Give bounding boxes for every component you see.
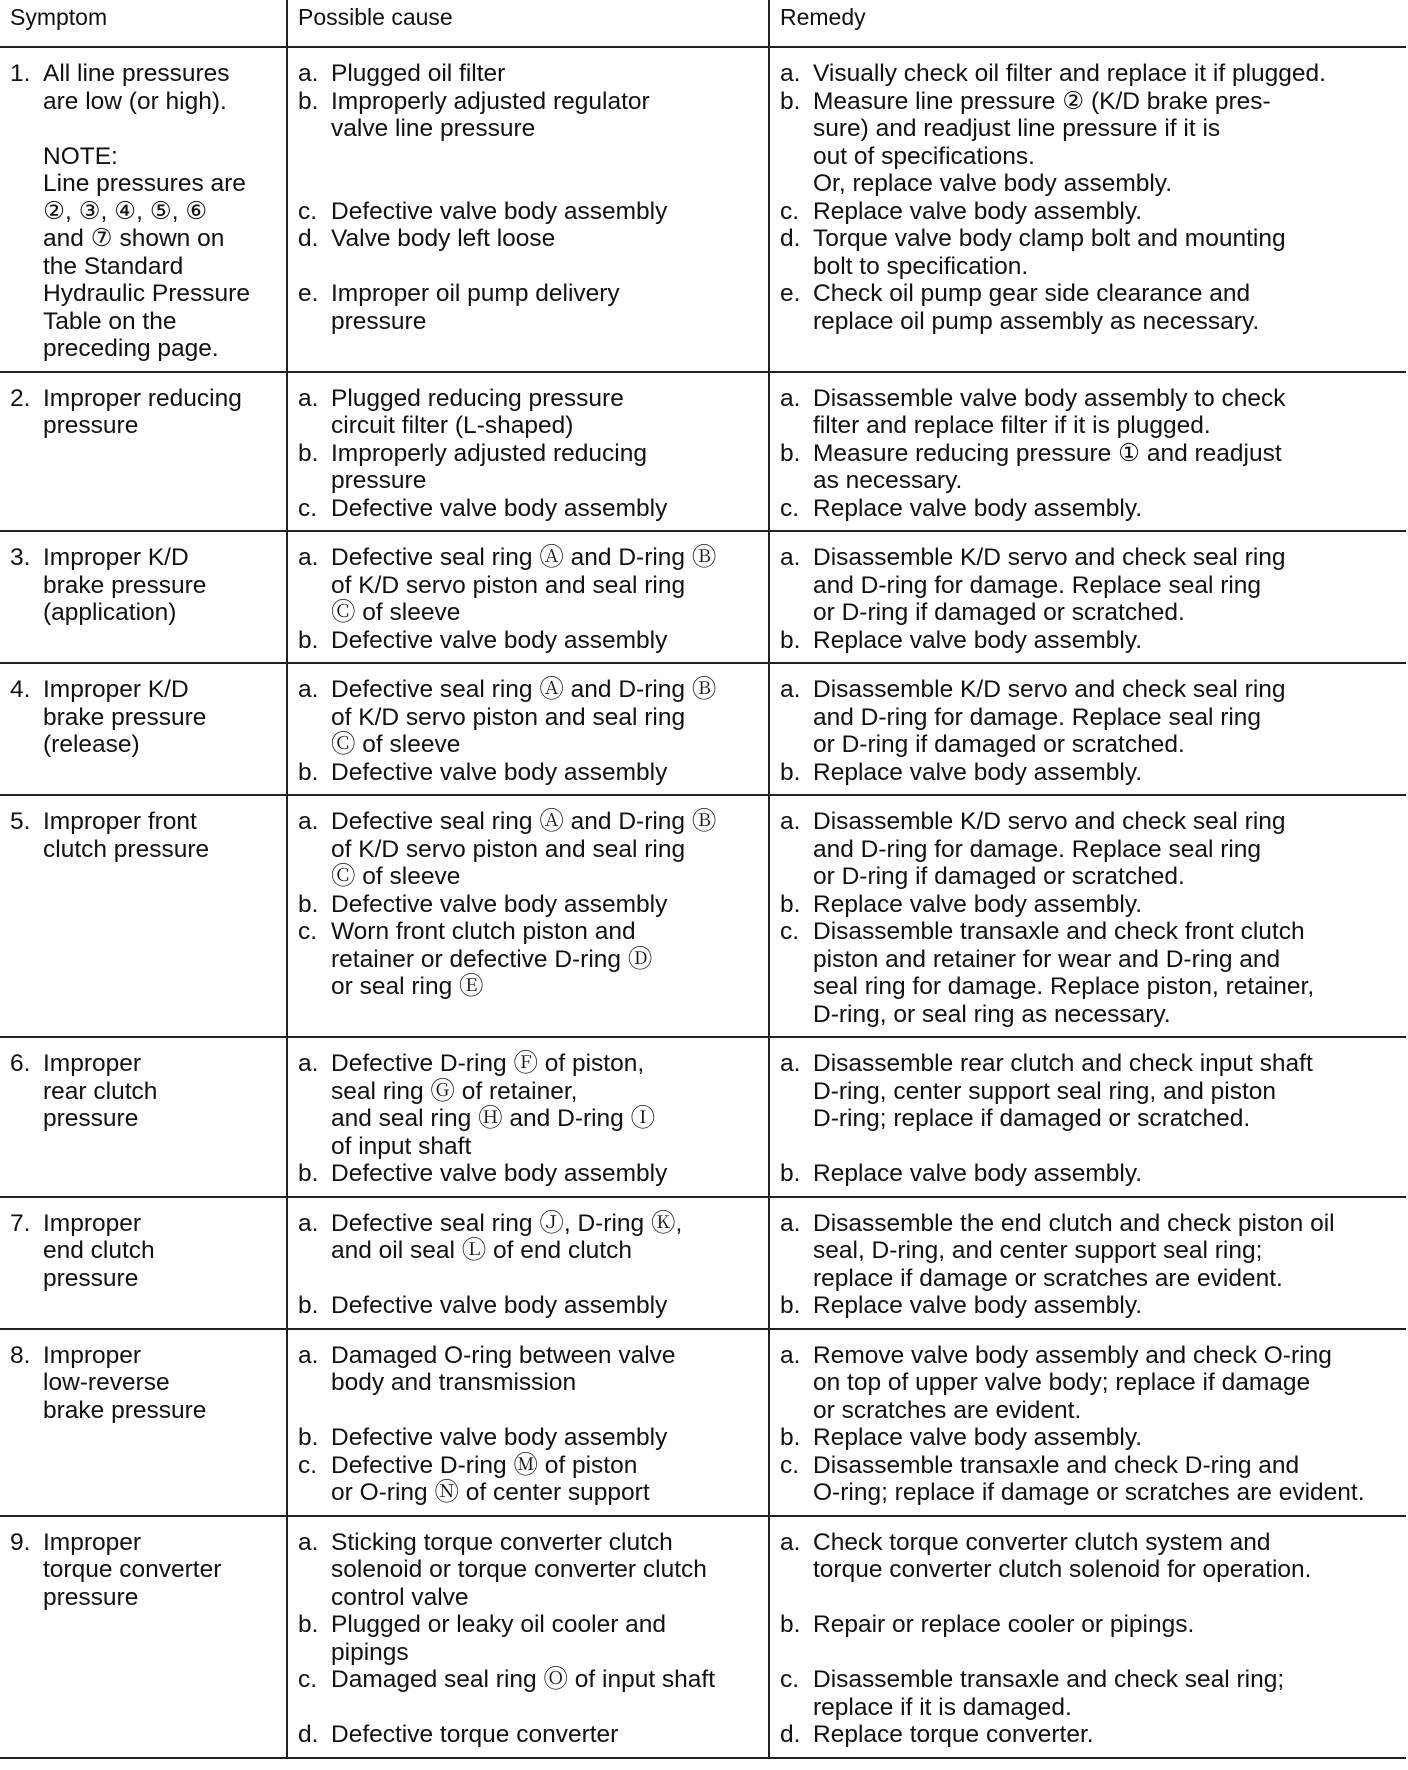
symptom-cell bbox=[0, 795, 287, 1037]
cause-label: b. bbox=[298, 1292, 319, 1319]
cause-text: Defective valve body assembly bbox=[331, 758, 668, 786]
symptom-text: Improper reducing pressure bbox=[43, 384, 242, 439]
remedy-text: Check torque converter clutch system and torque converter clutch solenoid for operation. bbox=[813, 1528, 1312, 1583]
cause-text: Defective seal ring Ⓙ, D-ring Ⓚ, and oil seal Ⓛ of end clutch bbox=[331, 1209, 683, 1264]
remedy-text: Disassemble K/D servo and check seal ring and D-ring for damage. Replace seal ring or D-ring if damaged or scratched. bbox=[813, 808, 1286, 890]
cause-item bbox=[298, 891, 760, 919]
remedy-text: Visually check oil filter and replace it if plugged. bbox=[813, 60, 1326, 87]
symptom-item bbox=[10, 808, 278, 863]
remedy-text: Disassemble rear clutch and check input shaft D-ring, center support seal ring, and piston D-ring; replace if damaged or scratched. bbox=[813, 1050, 1313, 1132]
remedy-label: c. bbox=[780, 197, 800, 225]
symptom-item bbox=[10, 60, 278, 363]
symptom-item bbox=[10, 676, 278, 759]
remedy-label: b. bbox=[780, 626, 801, 654]
cause-label: c. bbox=[298, 918, 318, 945]
remedy-item bbox=[780, 1666, 1398, 1721]
remedy-label: a. bbox=[780, 60, 801, 87]
spacer bbox=[298, 253, 760, 281]
cause-text: Plugged oil filter bbox=[331, 60, 506, 87]
remedy-label: e. bbox=[780, 280, 801, 307]
table-row bbox=[0, 1197, 1406, 1329]
symptom-item bbox=[10, 544, 278, 627]
cause-text: Defective valve body assembly bbox=[331, 1424, 668, 1451]
symptom-text: Improper rear clutch pressure bbox=[43, 1050, 158, 1132]
cause-text: Defective torque converter bbox=[331, 1721, 619, 1748]
cause-item bbox=[298, 198, 760, 226]
cause-cell bbox=[287, 1197, 769, 1329]
symptom-item bbox=[10, 1050, 278, 1133]
remedy-item bbox=[780, 1611, 1398, 1639]
table-row bbox=[0, 1329, 1406, 1516]
remedy-label: c. bbox=[780, 1451, 800, 1479]
column-header-remedy: Remedy bbox=[769, 0, 1406, 47]
remedy-label: a. bbox=[780, 1528, 801, 1556]
cause-text: Defective valve body assembly bbox=[331, 626, 668, 654]
remedy-text: Torque valve body clamp bolt and mounting bolt to specification. bbox=[813, 225, 1286, 280]
symptom-number: 7. bbox=[10, 1209, 31, 1237]
cause-cell bbox=[287, 1037, 769, 1197]
remedy-label: a. bbox=[780, 808, 801, 835]
table-row bbox=[0, 663, 1406, 795]
cause-item bbox=[298, 1666, 760, 1694]
cause-label: a. bbox=[298, 676, 319, 703]
symptom-text: Improper torque converter pressure bbox=[43, 1528, 222, 1611]
remedy-label: a. bbox=[780, 1341, 801, 1369]
cause-text: Improperly adjusted reducing pressure bbox=[331, 439, 647, 494]
cause-label: b. bbox=[298, 87, 319, 115]
symptom-cell bbox=[0, 47, 287, 372]
cause-item bbox=[298, 808, 760, 891]
spacer bbox=[780, 1584, 1398, 1612]
remedy-item bbox=[780, 1160, 1398, 1188]
cause-label: a. bbox=[298, 60, 319, 87]
symptom-item bbox=[10, 1342, 278, 1425]
remedy-item bbox=[780, 544, 1398, 627]
cause-label: b. bbox=[298, 1424, 319, 1451]
cause-label: a. bbox=[298, 1528, 319, 1556]
cause-cell bbox=[287, 372, 769, 532]
symptom-cell bbox=[0, 1037, 287, 1197]
cause-text: Defective D-ring Ⓜ of piston or O-ring Ⓝ of center support bbox=[331, 1451, 650, 1506]
cause-label: a. bbox=[298, 384, 319, 412]
cause-text: Plugged or leaky oil cooler and pipings bbox=[331, 1611, 667, 1666]
cause-cell bbox=[287, 1516, 769, 1758]
cause-item bbox=[298, 1452, 760, 1507]
remedy-text: Disassemble K/D servo and check seal ring and D-ring for damage. Replace seal ring or D-ring if damaged or scratched. bbox=[813, 544, 1286, 626]
remedy-label: a. bbox=[780, 384, 801, 412]
remedy-cell bbox=[769, 47, 1406, 372]
symptom-text: All line pressures are low (or high). NOTE: Line pressures are ②, ③, ④, ⑤, ⑥ and ⑦ shown on the Standard Hydraulic Pressure Table on the preceding page. bbox=[43, 60, 250, 362]
cause-text: Defective valve body assembly bbox=[331, 494, 668, 522]
remedy-label: a. bbox=[780, 1209, 801, 1237]
remedy-text: Measure line pressure ② (K/D brake pres- sure) and readjust line pressure if it is out of specifications. Or, replace valve body assembly. bbox=[813, 87, 1271, 197]
remedy-text: Replace valve body assembly. bbox=[813, 1160, 1143, 1187]
column-header-cause: Possible cause bbox=[287, 0, 769, 47]
remedy-item bbox=[780, 88, 1398, 198]
remedy-item bbox=[780, 225, 1398, 280]
remedy-cell bbox=[769, 531, 1406, 663]
remedy-item bbox=[780, 1342, 1398, 1425]
cause-item bbox=[298, 1292, 760, 1320]
symptom-number: 6. bbox=[10, 1050, 31, 1077]
remedy-cell bbox=[769, 795, 1406, 1037]
remedy-text: Remove valve body assembly and check O-ring on top of upper valve body; replace if damage or scratches are evident. bbox=[813, 1341, 1332, 1424]
cause-item bbox=[298, 544, 760, 627]
remedy-label: b. bbox=[780, 758, 801, 786]
remedy-cell bbox=[769, 1329, 1406, 1516]
remedy-label: b. bbox=[780, 87, 801, 115]
remedy-item bbox=[780, 891, 1398, 919]
table-row bbox=[0, 795, 1406, 1037]
cause-item bbox=[298, 759, 760, 787]
symptom-text: Improper low-reverse brake pressure bbox=[43, 1341, 207, 1424]
remedy-cell bbox=[769, 663, 1406, 795]
remedy-label: b. bbox=[780, 1611, 801, 1638]
cause-text: Plugged reducing pressure circuit filter (L-shaped) bbox=[331, 384, 624, 439]
remedy-text: Measure reducing pressure ① and readjust as necessary. bbox=[813, 439, 1282, 494]
remedy-item bbox=[780, 759, 1398, 787]
symptom-text: Improper front clutch pressure bbox=[43, 808, 210, 863]
spacer bbox=[298, 1265, 760, 1293]
symptom-number: 4. bbox=[10, 676, 31, 703]
cause-text: Defective D-ring Ⓕ of piston, seal ring Ⓖ of retainer, and seal ring Ⓗ and D-ring Ⓘ of input shaft bbox=[331, 1050, 656, 1160]
table-row bbox=[0, 47, 1406, 372]
remedy-item bbox=[780, 495, 1398, 523]
remedy-text: Replace valve body assembly. bbox=[813, 890, 1143, 918]
remedy-label: d. bbox=[780, 225, 801, 252]
remedy-label: c. bbox=[780, 1666, 800, 1693]
cause-label: a. bbox=[298, 1209, 319, 1237]
cause-item bbox=[298, 1529, 760, 1612]
remedy-text: Replace torque converter. bbox=[813, 1721, 1094, 1748]
symptom-text: Improper K/D brake pressure (application) bbox=[43, 544, 207, 626]
symptom-number: 3. bbox=[10, 544, 31, 571]
cause-label: a. bbox=[298, 1341, 319, 1369]
symptom-text: Improper end clutch pressure bbox=[43, 1209, 155, 1292]
remedy-cell bbox=[769, 372, 1406, 532]
symptom-cell bbox=[0, 1197, 287, 1329]
remedy-label: d. bbox=[780, 1721, 801, 1748]
spacer bbox=[780, 1133, 1398, 1161]
remedy-text: Disassemble transaxle and check seal ring; replace if it is damaged. bbox=[813, 1666, 1285, 1721]
cause-label: c. bbox=[298, 1451, 318, 1479]
cause-label: b. bbox=[298, 1160, 319, 1187]
symptom-number: 2. bbox=[10, 384, 31, 412]
symptom-cell bbox=[0, 663, 287, 795]
symptom-cell bbox=[0, 372, 287, 532]
remedy-item bbox=[780, 280, 1398, 335]
remedy-text: Replace valve body assembly. bbox=[813, 758, 1143, 786]
symptom-number: 8. bbox=[10, 1341, 31, 1369]
cause-label: a. bbox=[298, 808, 319, 835]
cause-item bbox=[298, 1424, 760, 1452]
cause-item bbox=[298, 627, 760, 655]
remedy-item bbox=[780, 627, 1398, 655]
cause-item bbox=[298, 1210, 760, 1265]
spacer bbox=[298, 1397, 760, 1425]
remedy-item bbox=[780, 676, 1398, 759]
remedy-item bbox=[780, 440, 1398, 495]
remedy-text: Replace valve body assembly. bbox=[813, 1292, 1143, 1319]
remedy-item bbox=[780, 1292, 1398, 1320]
table-body bbox=[0, 47, 1406, 1758]
remedy-item bbox=[780, 385, 1398, 440]
cause-item bbox=[298, 88, 760, 143]
remedy-item bbox=[780, 1050, 1398, 1133]
cause-item bbox=[298, 1050, 760, 1160]
cause-label: a. bbox=[298, 544, 319, 571]
cause-label: b. bbox=[298, 626, 319, 654]
remedy-text: Disassemble transaxle and check front clutch piston and retainer for wear and D-ring and seal ring for damage. Replace piston, retainer, D-ring, or seal ring as necessary. bbox=[813, 918, 1315, 1028]
table-row bbox=[0, 531, 1406, 663]
remedy-text: Disassemble valve body assembly to check filter and replace filter if it is plugged. bbox=[813, 384, 1286, 439]
cause-item bbox=[298, 676, 760, 759]
cause-item bbox=[298, 1342, 760, 1397]
symptom-text: Improper K/D brake pressure (release) bbox=[43, 676, 207, 758]
remedy-item bbox=[780, 1424, 1398, 1452]
cause-text: Defective seal ring Ⓐ and D-ring Ⓑ of K/D servo piston and seal ring Ⓒ of sleeve bbox=[331, 544, 717, 626]
remedy-item bbox=[780, 60, 1398, 88]
remedy-text: Disassemble the end clutch and check piston oil seal, D-ring, and center support seal ring; replace if damage or scratches are evident. bbox=[813, 1209, 1335, 1292]
remedy-label: a. bbox=[780, 1050, 801, 1077]
cause-text: Damaged seal ring Ⓞ of input shaft bbox=[331, 1666, 716, 1693]
cause-label: b. bbox=[298, 890, 319, 918]
remedy-item bbox=[780, 1721, 1398, 1749]
remedy-label: a. bbox=[780, 676, 801, 703]
cause-label: d. bbox=[298, 225, 319, 252]
cause-label: b. bbox=[298, 1611, 319, 1638]
cause-label: b. bbox=[298, 758, 319, 786]
cause-item bbox=[298, 918, 760, 1001]
table-row bbox=[0, 1516, 1406, 1758]
cause-text: Valve body left loose bbox=[331, 225, 556, 252]
cause-text: Defective valve body assembly bbox=[331, 890, 668, 918]
cause-item bbox=[298, 440, 760, 495]
remedy-label: c. bbox=[780, 494, 800, 522]
symptom-cell bbox=[0, 531, 287, 663]
symptom-item bbox=[10, 1210, 278, 1293]
remedy-cell bbox=[769, 1516, 1406, 1758]
cause-item bbox=[298, 1160, 760, 1188]
remedy-label: c. bbox=[780, 918, 800, 945]
cause-cell bbox=[287, 531, 769, 663]
header-row bbox=[0, 0, 1406, 47]
cause-item bbox=[298, 495, 760, 523]
cause-text: Sticking torque converter clutch solenoid or torque converter clutch control valve bbox=[331, 1528, 707, 1611]
remedy-text: Disassemble K/D servo and check seal ring and D-ring for damage. Replace seal ring or D-ring if damaged or scratched. bbox=[813, 676, 1286, 758]
remedy-text: Replace valve body assembly. bbox=[813, 197, 1143, 225]
remedy-text: Replace valve body assembly. bbox=[813, 494, 1143, 522]
cause-cell bbox=[287, 1329, 769, 1516]
remedy-label: b. bbox=[780, 1424, 801, 1451]
spacer bbox=[298, 143, 760, 198]
cause-text: Defective valve body assembly bbox=[331, 1292, 668, 1319]
cause-cell bbox=[287, 47, 769, 372]
cause-label: a. bbox=[298, 1050, 319, 1077]
cause-cell bbox=[287, 663, 769, 795]
remedy-text: Replace valve body assembly. bbox=[813, 626, 1143, 654]
remedy-cell bbox=[769, 1197, 1406, 1329]
cause-label: b. bbox=[298, 439, 319, 467]
remedy-text: Disassemble transaxle and check D-ring and O-ring; replace if damage or scratches are evident. bbox=[813, 1451, 1365, 1506]
spacer bbox=[780, 1639, 1398, 1667]
remedy-text: Replace valve body assembly. bbox=[813, 1424, 1143, 1451]
remedy-label: a. bbox=[780, 544, 801, 571]
column-header-symptom: Symptom bbox=[0, 0, 287, 47]
remedy-item bbox=[780, 198, 1398, 226]
symptom-number: 1. bbox=[10, 60, 31, 87]
table-row bbox=[0, 372, 1406, 532]
remedy-item bbox=[780, 918, 1398, 1028]
table-row bbox=[0, 1037, 1406, 1197]
cause-text: Improper oil pump delivery pressure bbox=[331, 280, 620, 335]
remedy-label: b. bbox=[780, 439, 801, 467]
remedy-item bbox=[780, 1210, 1398, 1293]
cause-label: c. bbox=[298, 1666, 318, 1693]
remedy-item bbox=[780, 1452, 1398, 1507]
cause-label: c. bbox=[298, 494, 318, 522]
symptom-cell bbox=[0, 1516, 287, 1758]
cause-text: Defective valve body assembly bbox=[331, 197, 668, 225]
cause-item bbox=[298, 1611, 760, 1666]
cause-label: e. bbox=[298, 280, 319, 307]
symptom-item bbox=[10, 385, 278, 440]
cause-text: Damaged O-ring between valve body and transmission bbox=[331, 1341, 676, 1396]
symptom-number: 5. bbox=[10, 808, 31, 835]
cause-label: c. bbox=[298, 197, 318, 225]
cause-item bbox=[298, 1721, 760, 1749]
symptom-cell bbox=[0, 1329, 287, 1516]
remedy-text: Check oil pump gear side clearance and replace oil pump assembly as necessary. bbox=[813, 280, 1260, 335]
cause-text: Improperly adjusted regulator valve line pressure bbox=[331, 87, 650, 142]
remedy-label: b. bbox=[780, 890, 801, 918]
cause-cell bbox=[287, 795, 769, 1037]
symptom-item bbox=[10, 1529, 278, 1612]
remedy-item bbox=[780, 1529, 1398, 1584]
remedy-label: b. bbox=[780, 1160, 801, 1187]
cause-item bbox=[298, 280, 760, 335]
cause-item bbox=[298, 225, 760, 253]
cause-label: d. bbox=[298, 1721, 319, 1748]
symptom-number: 9. bbox=[10, 1528, 31, 1556]
remedy-item bbox=[780, 808, 1398, 891]
cause-text: Defective seal ring Ⓐ and D-ring Ⓑ of K/D servo piston and seal ring Ⓒ of sleeve bbox=[331, 808, 717, 890]
cause-text: Worn front clutch piston and retainer or defective D-ring Ⓓ or seal ring Ⓔ bbox=[331, 918, 653, 1000]
cause-item bbox=[298, 60, 760, 88]
cause-item bbox=[298, 385, 760, 440]
remedy-text: Repair or replace cooler or pipings. bbox=[813, 1611, 1195, 1638]
remedy-cell bbox=[769, 1037, 1406, 1197]
spacer bbox=[298, 1694, 760, 1722]
remedy-label: b. bbox=[780, 1292, 801, 1319]
cause-text: Defective seal ring Ⓐ and D-ring Ⓑ of K/D servo piston and seal ring Ⓒ of sleeve bbox=[331, 676, 717, 758]
cause-text: Defective valve body assembly bbox=[331, 1160, 668, 1187]
